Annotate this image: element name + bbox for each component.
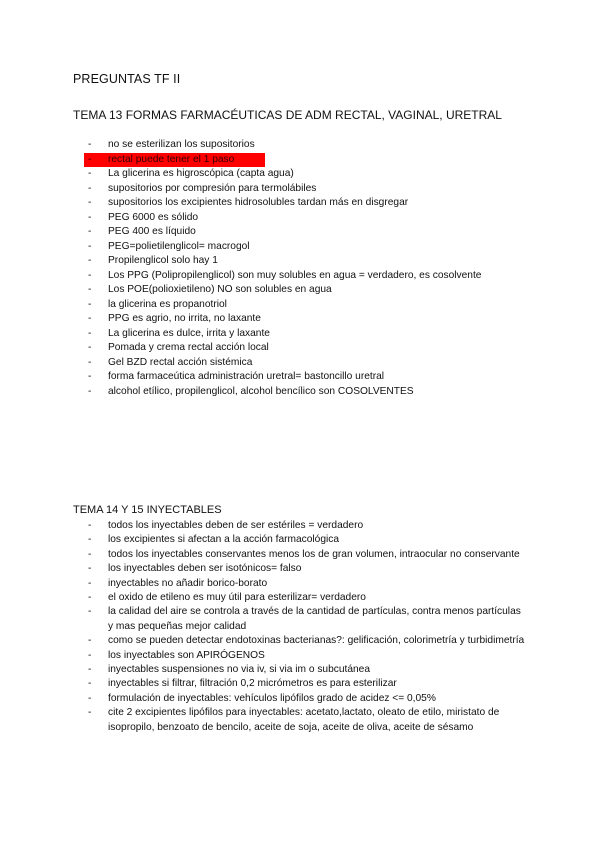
list-item — [88, 605, 528, 634]
bullet-dash: - — [88, 153, 92, 165]
list-item-text: la glicerina es propanotriol — [108, 298, 227, 310]
list-item — [88, 649, 528, 663]
list-item — [88, 663, 528, 677]
list-item-text: como se pueden detectar endotoxinas bacterianas?: gelificación, colorimetría y turbidimetría — [108, 635, 525, 647]
bullet-dash: - — [88, 182, 92, 194]
list-item-text: todos los inyectables deben de ser estériles = verdadero — [108, 520, 364, 531]
list-item-text: inyectables suspensiones no via iv, si via im o subcutánea — [108, 664, 370, 676]
bullet-dash: - — [88, 548, 92, 560]
list-item-text: todos los inyectables conservantes menos los de gran volumen, intraocular no conservante — [108, 548, 520, 560]
list-item — [88, 211, 548, 226]
list-item — [88, 370, 548, 385]
bullet-dash: - — [88, 635, 92, 647]
list-item-text: rectal puede tener el 1 paso — [108, 153, 235, 165]
section-list-tema-14-15 — [88, 519, 528, 735]
list-item — [88, 519, 528, 533]
list-item-text: inyectables no añadir borico-borato — [108, 577, 268, 589]
bullet-dash: - — [88, 139, 92, 150]
section-list-tema-13 — [88, 138, 548, 399]
bullet-dash: - — [88, 298, 92, 310]
list-item-text: cite 2 excipientes lipófilos para inyectables: acetato,lactato, oleato de etilo, miristato de isopropilo, benzoato de bencilo, aceite de soja, aceite de oliva, aceite de sésamo — [108, 707, 500, 733]
list-item-text: supositorios por compresión para termolábiles — [108, 182, 317, 194]
list-item — [88, 182, 548, 197]
list-item-text: PPG es agrio, no irrita, no laxante — [108, 313, 261, 324]
bullet-dash: - — [88, 606, 92, 618]
bullet-dash: - — [88, 385, 92, 397]
list-item-text: los inyectables deben ser isotónicos= falso — [108, 563, 302, 575]
bullet-dash: - — [88, 563, 92, 575]
list-item-text: Los POE(polioxietileno) NO son solubles en agua — [108, 284, 332, 295]
document-title: PREGUNTAS TF II — [73, 72, 181, 86]
bullet-dash: - — [88, 211, 92, 223]
list-item — [88, 254, 548, 269]
list-item — [88, 591, 528, 605]
list-item — [88, 562, 528, 576]
bullet-dash: - — [88, 226, 92, 237]
list-item — [88, 341, 548, 356]
list-item-text: Los PPG (Polipropilenglicol) son muy solubles en agua = verdadero, es cosolvente — [108, 269, 482, 281]
list-item-text: La glicerina es higroscópica (capta agua) — [108, 168, 294, 179]
bullet-dash: - — [88, 284, 92, 295]
section-heading-tema-13: TEMA 13 FORMAS FARMACÉUTICAS DE ADM RECTAL, VAGINAL, URETRAL — [73, 108, 502, 122]
list-item — [88, 677, 528, 691]
list-item — [88, 577, 528, 591]
list-item-text: no se esterilizan los supositorios — [108, 139, 255, 150]
bullet-dash: - — [88, 168, 92, 179]
list-item-text: el oxido de etileno es muy útil para esterilizar= verdadero — [108, 592, 366, 604]
list-item — [88, 283, 548, 298]
list-item-text: los inyectables son APIRÓGENOS — [108, 649, 265, 661]
bullet-dash: - — [88, 197, 92, 208]
list-item — [88, 533, 528, 547]
bullet-dash: - — [88, 356, 92, 368]
list-item — [88, 167, 548, 182]
bullet-dash: - — [88, 534, 92, 546]
bullet-dash: - — [88, 313, 92, 324]
bullet-dash: - — [88, 371, 92, 382]
list-item-text: Pomada y crema rectal acción local — [108, 342, 269, 353]
list-item — [88, 548, 528, 562]
list-item-text: supositorios los excipientes hidrosolubles tardan más en disgregar — [108, 197, 409, 208]
list-item-text: inyectables si filtrar, filtración 0,2 micrómetros es para esterilizar — [108, 678, 397, 690]
list-item-text: Propilenglicol solo hay 1 — [108, 255, 218, 266]
bullet-dash: - — [88, 577, 92, 589]
list-item-text: Gel BZD rectal acción sistémica — [108, 356, 253, 368]
list-item — [88, 385, 548, 400]
list-item — [88, 327, 548, 342]
list-item-text: los excipientes si afectan a la acción farmacológica — [108, 534, 340, 546]
bullet-dash: - — [88, 269, 92, 281]
list-item — [88, 634, 528, 648]
section-heading-tema-14-15: TEMA 14 Y 15 INYECTABLES — [73, 504, 222, 516]
list-item-text: PEG=polietilenglicol= macrogol — [108, 240, 250, 252]
bullet-dash: - — [88, 707, 92, 719]
list-item — [88, 269, 548, 284]
bullet-dash: - — [88, 255, 92, 266]
bullet-dash: - — [88, 327, 92, 339]
bullet-dash: - — [88, 592, 92, 604]
list-item-text: formulación de inyectables: vehículos lipófilos grado de acidez <= 0,05% — [108, 692, 436, 704]
list-item-text: PEG 400 es líquido — [108, 226, 196, 237]
list-item — [88, 312, 548, 327]
list-item — [88, 298, 548, 313]
bullet-dash: - — [88, 664, 92, 676]
bullet-dash: - — [88, 342, 92, 353]
list-item — [84, 153, 265, 168]
bullet-dash: - — [88, 520, 92, 531]
bullet-dash: - — [88, 240, 92, 252]
list-item — [88, 240, 548, 255]
list-item-text: PEG 6000 es sólido — [108, 211, 199, 223]
list-item — [88, 706, 528, 735]
list-item — [88, 196, 548, 211]
bullet-dash: - — [88, 692, 92, 704]
list-item-text: alcohol etílico, propilenglicol, alcohol bencílico son COSOLVENTES — [108, 385, 414, 397]
bullet-dash: - — [88, 678, 92, 690]
bullet-dash: - — [88, 649, 92, 661]
list-item-text: forma farmaceútica administración uretral= bastoncillo uretral — [108, 371, 385, 382]
list-item — [88, 225, 548, 240]
list-item-text: La glicerina es dulce, irrita y laxante — [108, 327, 270, 339]
list-item — [88, 356, 548, 371]
list-item-text: la calidad del aire se controla a través de la cantidad de partículas, contra menos partículas y mas pequeñas mejor calidad — [108, 606, 521, 632]
list-item — [88, 692, 528, 706]
list-item — [88, 138, 548, 153]
